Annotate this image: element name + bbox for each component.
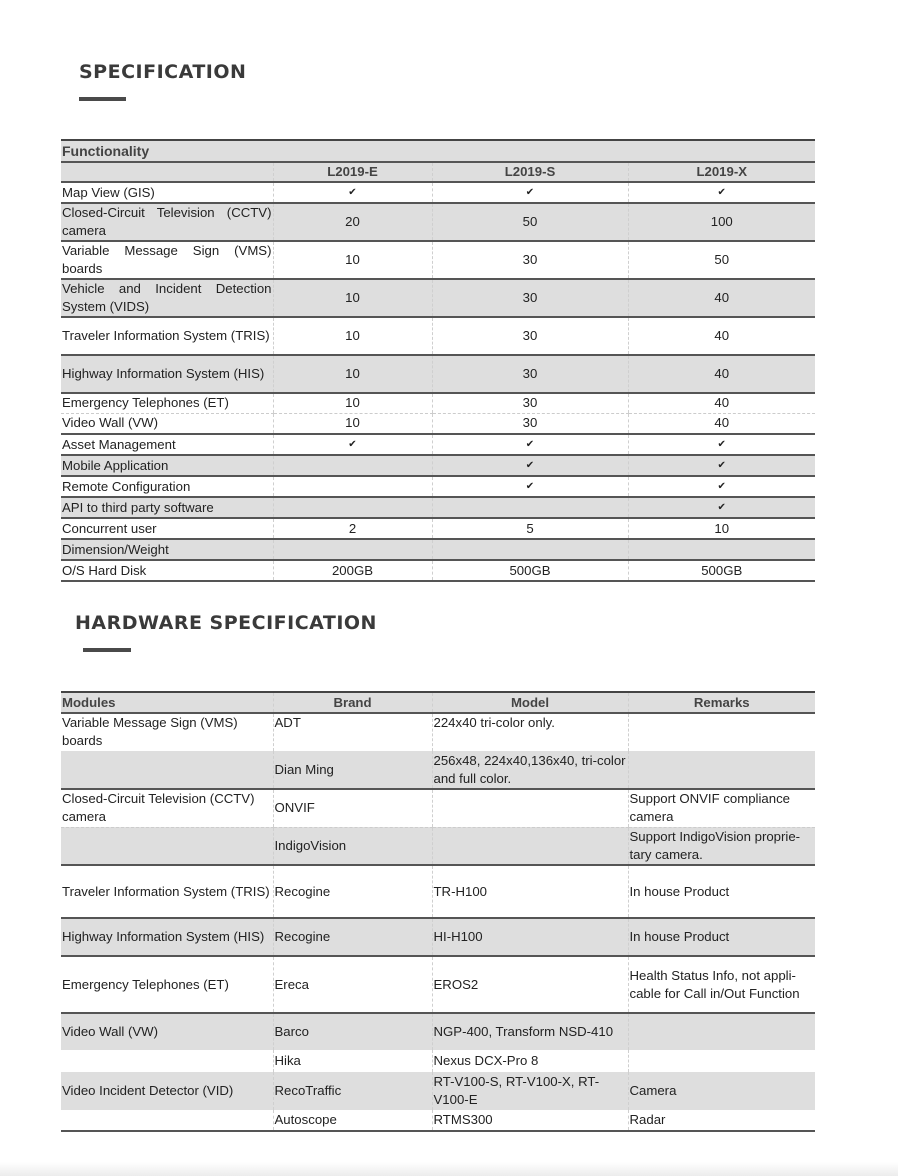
remarks-cell: [628, 713, 815, 751]
table-row: [61, 1110, 815, 1131]
value-cell: 500GB: [432, 560, 628, 581]
brand-cell: Dian Ming: [273, 751, 432, 789]
table-row: [61, 455, 815, 476]
model-cell: TR-H100: [432, 865, 628, 918]
row-label: Emergency Telephones (ET): [61, 393, 273, 413]
table-row: [61, 182, 815, 203]
row-label: Map View (GIS): [61, 182, 273, 203]
remarks-cell: [628, 1013, 815, 1050]
model-cell: 256x48, 224x40,136x40, tri-color and full color.: [432, 751, 628, 789]
value-cell: 500GB: [628, 560, 815, 581]
module-cell: [61, 827, 273, 865]
value-cell: 10: [273, 413, 432, 434]
row-label: Remote Configuration: [61, 476, 273, 497]
model-cell: HI-H100: [432, 918, 628, 956]
value-cell: 10: [273, 317, 432, 355]
table-row: [61, 956, 815, 1013]
brand-cell: Autoscope: [273, 1110, 432, 1131]
value-cell: 30: [432, 413, 628, 434]
table-row: [61, 1013, 815, 1050]
hardware-title: HARDWARE SPECIFICATION: [75, 612, 377, 634]
check-icon: ✔: [628, 476, 815, 497]
brand-cell: ONVIF: [273, 789, 432, 827]
value-cell: 10: [273, 355, 432, 393]
row-label: O/S Hard Disk: [61, 560, 273, 581]
table-row: [61, 355, 815, 393]
remarks-cell: Camera: [628, 1072, 815, 1110]
value-cell: [432, 539, 628, 560]
value-cell: 2: [273, 518, 432, 539]
column-header-l2019-x: L2019-X: [628, 162, 815, 182]
model-cell: [432, 827, 628, 865]
value-cell: 20: [273, 203, 432, 241]
model-cell: EROS2: [432, 956, 628, 1013]
check-icon: [273, 476, 432, 497]
module-cell: Video Incident Detector (VID): [61, 1072, 273, 1110]
brand-cell: Recogine: [273, 865, 432, 918]
model-cell: NGP-400, Transform NSD-410: [432, 1013, 628, 1050]
check-icon: ✔: [273, 434, 432, 455]
table-row: [61, 393, 815, 413]
value-cell: 100: [628, 203, 815, 241]
table-row: [61, 751, 815, 789]
functionality-table: [61, 139, 815, 582]
check-icon: ✔: [273, 182, 432, 203]
remarks-cell: [628, 751, 815, 789]
row-label: Closed-Circuit Television (CCTV) camera: [61, 203, 273, 241]
table-row: [61, 865, 815, 918]
brand-cell: Hika: [273, 1050, 432, 1072]
model-cell: Nexus DCX-Pro 8: [432, 1050, 628, 1072]
value-cell: [273, 539, 432, 560]
row-label: Dimension/Weight: [61, 539, 273, 560]
model-cell: [432, 789, 628, 827]
remarks-cell: [628, 1050, 815, 1072]
value-cell: 30: [432, 241, 628, 279]
table-row: [61, 1072, 815, 1110]
value-cell: 30: [432, 355, 628, 393]
spec-title: SPECIFICATION: [79, 61, 247, 83]
value-cell: 30: [432, 317, 628, 355]
remarks-cell: Health Status Info, not appli-cable for Call in/Out Function: [628, 956, 815, 1013]
row-label: Highway Information System (HIS): [61, 355, 273, 393]
spec-title-underline: [79, 97, 126, 101]
value-cell: 30: [432, 393, 628, 413]
check-icon: ✔: [628, 497, 815, 518]
remarks-cell: Support ONVIF compliance camera: [628, 789, 815, 827]
table-row: [61, 539, 815, 560]
row-label: Vehicle and Incident Detection System (VIDS): [61, 279, 273, 317]
table-row: [61, 918, 815, 956]
value-cell: 50: [628, 241, 815, 279]
value-cell: 50: [432, 203, 628, 241]
value-cell: 40: [628, 317, 815, 355]
page-bottom-edge: [0, 1162, 898, 1176]
remarks-cell: In house Product: [628, 918, 815, 956]
model-cell: RTMS300: [432, 1110, 628, 1131]
remarks-cell: In house Product: [628, 865, 815, 918]
row-label: Traveler Information System (TRIS): [61, 317, 273, 355]
functionality-section-row: [61, 140, 815, 162]
value-cell: 40: [628, 413, 815, 434]
brand-cell: RecoTraffic: [273, 1072, 432, 1110]
check-icon: ✔: [628, 182, 815, 203]
remarks-cell: Radar: [628, 1110, 815, 1131]
check-icon: [273, 455, 432, 476]
table-row: [61, 203, 815, 241]
check-icon: ✔: [432, 455, 628, 476]
check-icon: ✔: [432, 476, 628, 497]
value-cell: [628, 539, 815, 560]
model-cell: RT-V100-S, RT-V100-X, RT-V100-E: [432, 1072, 628, 1110]
value-cell: 10: [273, 393, 432, 413]
column-header-model: Model: [432, 692, 628, 713]
value-cell: 40: [628, 355, 815, 393]
module-cell: Closed-Circuit Television (CCTV) camera: [61, 789, 273, 827]
table-row: [61, 1050, 815, 1072]
table-row: [61, 518, 815, 539]
row-label: Mobile Application: [61, 455, 273, 476]
table-row: [61, 317, 815, 355]
table-row: [61, 434, 815, 455]
table-row: [61, 497, 815, 518]
row-label: API to third party software: [61, 497, 273, 518]
model-cell: 224x40 tri-color only.: [432, 713, 628, 751]
hardware-title-underline: [83, 648, 131, 652]
table-row: [61, 476, 815, 497]
check-icon: ✔: [432, 182, 628, 203]
brand-cell: Recogine: [273, 918, 432, 956]
hardware-table: [61, 691, 815, 1132]
module-cell: Traveler Information System (TRIS): [61, 865, 273, 918]
model-header-row: [61, 162, 815, 182]
value-cell: 40: [628, 393, 815, 413]
check-icon: [273, 497, 432, 518]
module-cell: [61, 751, 273, 789]
remarks-cell: Support IndigoVision proprie-tary camera.: [628, 827, 815, 865]
brand-cell: ADT: [273, 713, 432, 751]
table-row: [61, 241, 815, 279]
row-label: Variable Message Sign (VMS) boards: [61, 241, 273, 279]
column-header-l2019-s: L2019-S: [432, 162, 628, 182]
value-cell: 200GB: [273, 560, 432, 581]
column-header-remarks: Remarks: [628, 692, 815, 713]
hardware-header-row: [61, 692, 815, 713]
column-header-brand: Brand: [273, 692, 432, 713]
value-cell: 10: [273, 279, 432, 317]
row-label: Video Wall (VW): [61, 413, 273, 434]
value-cell: 40: [628, 279, 815, 317]
module-cell: Variable Message Sign (VMS) boards: [62, 715, 238, 748]
check-icon: ✔: [432, 434, 628, 455]
module-cell: Highway Information System (HIS): [61, 918, 273, 956]
check-icon: ✔: [628, 434, 815, 455]
table-row: [61, 560, 815, 581]
module-cell: Emergency Telephones (ET): [61, 956, 273, 1013]
value-cell: 10: [273, 241, 432, 279]
module-cell: [61, 1050, 273, 1072]
column-header-l2019-e: L2019-E: [273, 162, 432, 182]
brand-cell: Ereca: [273, 956, 432, 1013]
column-header-modules: Modules: [61, 692, 273, 713]
table-row: [61, 713, 815, 751]
row-label: Asset Management: [61, 434, 273, 455]
functionality-section-label: Functionality: [61, 140, 815, 162]
brand-cell: IndigoVision: [273, 827, 432, 865]
module-cell: Video Wall (VW): [61, 1013, 273, 1050]
row-label: Concurrent user: [61, 518, 273, 539]
table-row: [61, 413, 815, 434]
table-row: [61, 789, 815, 827]
value-cell: 10: [628, 518, 815, 539]
table-row: [61, 279, 815, 317]
brand-cell: Barco: [273, 1013, 432, 1050]
check-icon: ✔: [628, 455, 815, 476]
value-cell: 5: [432, 518, 628, 539]
module-cell: [61, 1110, 273, 1131]
check-icon: [432, 497, 628, 518]
table-row: [61, 827, 815, 865]
value-cell: 30: [432, 279, 628, 317]
